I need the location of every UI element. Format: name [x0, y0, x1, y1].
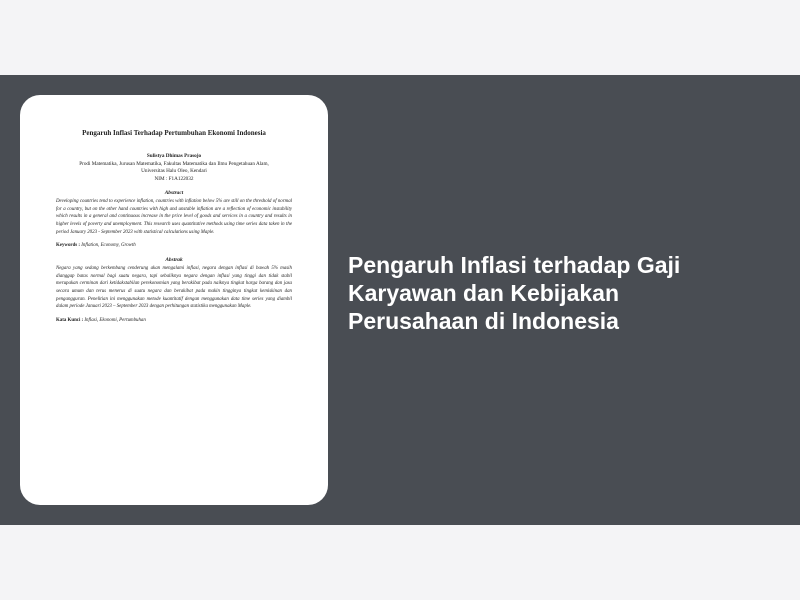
top-background — [0, 0, 800, 75]
kata-kunci-line — [56, 318, 292, 325]
article-banner[interactable] — [0, 75, 800, 525]
kata-kunci-value: Inflasi, Ekonomi, Pertumbuhan — [84, 317, 146, 323]
document-affiliation-2: Universitas Halu Oleo, Kendari — [141, 168, 207, 175]
document-nim: NIM : F1A122032 — [154, 175, 194, 182]
article-headline[interactable]: Pengaruh Inflasi terhadap Gaji Karyawan dan Kebijakan Perusahaan di Indonesia — [348, 252, 681, 334]
document-affiliation-1: Prodi Matematika, Jurusan Matematika, Fakultas Matematika dan Ilmu Pengetahuan Alam, — [79, 160, 269, 167]
document-page — [56, 129, 292, 325]
document-thumbnail[interactable] — [20, 95, 328, 505]
abstrak-text: Negara yang sedang berkembang cenderung akan mengalami inflasi, negara dengan inflasi di bawah 5% masih dianggap batas normal bagi suatu negara, tapi sebaliknya negara dengan inflasi yang tinggi dan tidak stabil merupakan cerminan dari ketidakstabilan perekonomian yang berakibat pada naiknya tingkat harga barang dan jasa secara umum dan terus menerus di suatu negara dan berakibat pada makin tingginya tingkat kemiskinan dan pengangguran. Penelitian ini menggunakan metode kuantitatif dengan menggunakan data time series yang diambil dalam periode Januari 2023 – September 2023 dengan perhitungan statistika menggunakan Maple. — [56, 266, 292, 310]
abstract-text: Developing countries tend to experience inflation, countries with inflation below 5% are still on the threshold of normal for a country, but on the other hand countries with high and unstable inflation are a reflection of economic instability which results in a general and continuous increase in the price level of goods and services in a country and results in higher levels of poverty and unemployment. This research uses quantitative methods using time series data taken in the period January 2023 - September 2023 with statistical calculations using Maple. — [56, 199, 292, 235]
abstrak-heading: Abstrak — [165, 257, 183, 264]
keywords-line — [56, 243, 292, 250]
bottom-background — [0, 525, 800, 600]
document-author: Sulistya Dhimas Prasojo — [146, 153, 202, 160]
keywords-label: Keywords : — [56, 243, 81, 249]
document-title: Pengaruh Inflasi Terhadap Pertumbuhan Ekonomi Indonesia — [82, 129, 266, 137]
abstract-heading: Abstract — [164, 190, 184, 197]
kata-kunci-label: Kata Kunci : — [56, 317, 84, 323]
keywords-value: Inflation, Economy, Growth — [81, 243, 136, 249]
